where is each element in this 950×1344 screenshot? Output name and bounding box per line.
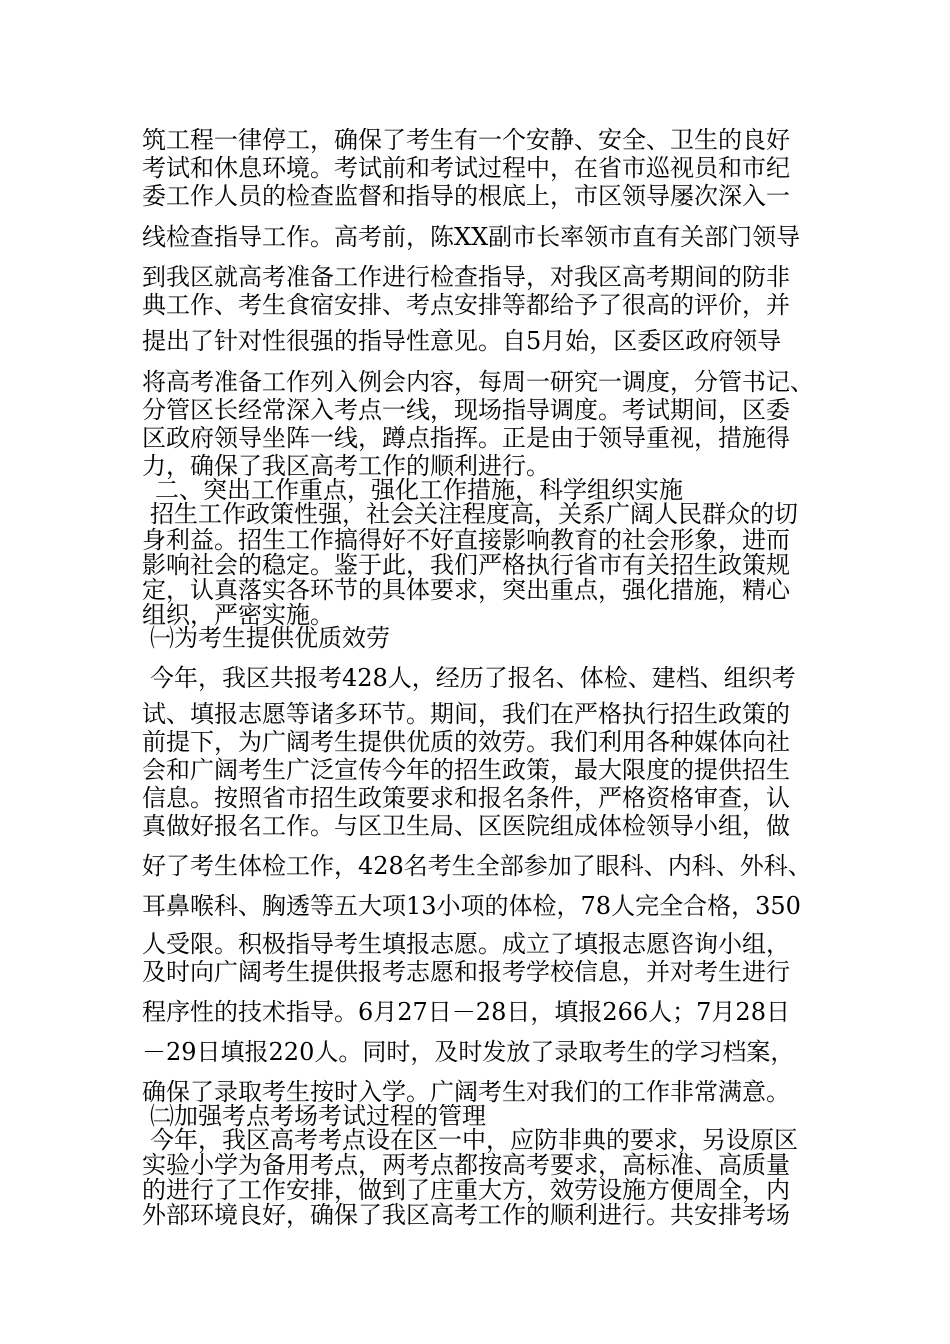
text-line: 耳鼻喉科、胸透等五大项13小项的体检，78人完全合格，350 — [142, 892, 801, 920]
text-line: 今年，我区高考考点设在区一中，应防非典的要求，另设原区 — [150, 1126, 798, 1154]
subsection-heading: ㈠为考生提供优质效劳 — [150, 624, 390, 652]
text-line: 力，确保了我区高考工作的顺利进行。 — [142, 452, 550, 480]
text-line: 信息。按照省市招生政策要求和报名条件，严格资格审查，认 — [142, 784, 790, 812]
text-line: 人受限。积极指导考生填报志愿。成立了填报志愿咨询小组， — [142, 930, 790, 958]
text-line: 好了考生体检工作，428名考生全部参加了眼科、内科、外科、 — [142, 852, 812, 880]
text-line: 及时向广阔考生提供报考志愿和报考学校信息，并对考生进行 — [142, 958, 790, 986]
text-line: 前提下，为广阔考生提供优质的效劳。我们利用各种媒体向社 — [142, 728, 790, 756]
text-line: 线检查指导工作。高考前，陈XX副市长率领市直有关部门领导 — [142, 223, 801, 251]
text-line: 实验小学为备用考点，两考点都按高考要求，高标准、高质量 — [142, 1151, 790, 1179]
text-line: －29日填报220人。同时，及时发放了录取考生的学习档案， — [142, 1038, 795, 1066]
text-line: 招生工作政策性强，社会关注程度高，关系广阔人民群众的切 — [150, 500, 798, 528]
text-line: 身利益。招生工作搞得好不好直接影响教育的社会形象，进而 — [142, 526, 790, 554]
text-line: 将高考准备工作列入例会内容，每周一研究一调度，分管书记、 — [142, 368, 814, 396]
text-line: 外部环境良好，确保了我区高考工作的顺利进行。共安排考场 — [142, 1201, 790, 1229]
text-line: 真做好报名工作。与区卫生局、区医院组成体检领导小组，做 — [142, 812, 790, 840]
text-line: 影响社会的稳定。鉴于此，我们严格执行省市有关招生政策规 — [142, 551, 790, 579]
text-line: 会和广阔考生广泛宣传今年的招生政策，最大限度的提供招生 — [142, 756, 790, 784]
text-line: 考试和休息环境。考试前和考试过程中，在省市巡视员和市纪 — [142, 154, 790, 182]
section-heading: 二、突出工作重点，强化工作措施，科学组织实施 — [155, 476, 683, 504]
text-line: 组织，严密实施。 — [142, 601, 334, 629]
text-line: 委工作人员的检查监督和指导的根底上，市区领导屡次深入一 — [142, 182, 790, 210]
text-line: 今年，我区共报考428人，经历了报名、体检、建档、组织考 — [150, 664, 796, 692]
text-line: 筑工程一律停工，确保了考生有一个安静、安全、卫生的良好 — [142, 126, 790, 154]
text-line: 定，认真落实各环节的具体要求，突出重点，强化措施，精心 — [142, 576, 790, 604]
text-line: 确保了录取考生按时入学。广阔考生对我们的工作非常满意。 — [142, 1078, 790, 1106]
text-line: 区政府领导坐阵一线，蹲点指挥。正是由于领导重视，措施得 — [142, 424, 790, 452]
text-line: 到我区就高考准备工作进行检查指导，对我区高考期间的防非 — [142, 263, 790, 291]
text-line: 试、填报志愿等诸多环节。期间，我们在严格执行招生政策的 — [142, 700, 790, 728]
subsection-heading: ㈡加强考点考场考试过程的管理 — [150, 1102, 486, 1130]
text-line: 程序性的技术指导。6月27日－28日，填报266人；7月28日 — [142, 998, 790, 1026]
text-line: 的进行了工作安排，做到了庄重大方，效劳设施方便周全，内 — [142, 1176, 790, 1204]
text-line: 分管区长经常深入考点一线，现场指导调度。考试期间，区委 — [142, 396, 790, 424]
text-line: 提出了针对性很强的指导性意见。自5月始，区委区政府领导 — [142, 327, 782, 355]
text-line: 典工作、考生食宿安排、考点安排等都给予了很高的评价，并 — [142, 291, 790, 319]
